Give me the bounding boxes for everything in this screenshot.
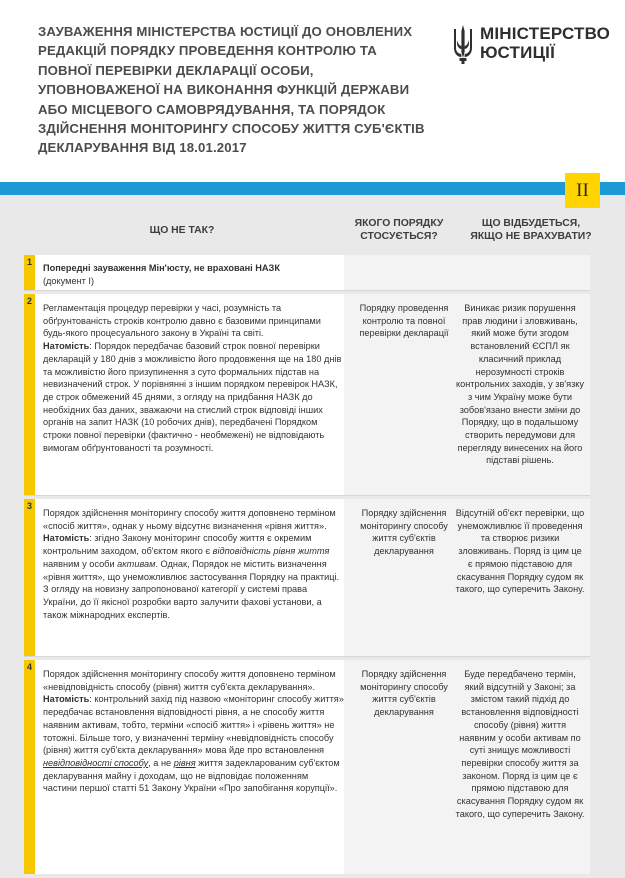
row-problem-text: Порядок здійснення моніторингу способу життя доповнено терміном «спосіб життя», однак у ньому відсутнє визначення «рівня життя». (43, 508, 336, 531)
row-order-cell: Порядку здійснення моніторингу способу життя суб'єктів декларування (360, 508, 448, 557)
column-header-problem: ЩО НЕ ТАК? (149, 225, 215, 236)
document-header (0, 0, 625, 182)
table-row (24, 499, 590, 657)
row-instead-text (43, 532, 344, 621)
instead-body-a: : контрольний захід під назвою «моніторинг способу життя» передбачає встановлення відповідності рівня, а не способу життя наявним активам, тобто, терміни «спосіб життя» і «рівень життя» не тотожні. Більше того, у визначенні терміну «невідповідність способу (рівня) життя суб'єкта декларування» мова йде про встановлення (43, 694, 344, 756)
column-header-order-line2: СТОСУЄТЬСЯ? (360, 231, 438, 242)
instead-body-b: наявним у особи (43, 558, 118, 569)
row-consequence-cell: Відсутній об'єкт перевірки, що унеможливлює її проведення та створює ризики зловживань. Поряд із цим це є прямою підставою для скасування Порядку судом як такого, що суперечить Закону. (455, 508, 585, 595)
row-problem-cell (43, 668, 344, 795)
column-header-consequence (456, 217, 606, 243)
row-order-cell: Порядку проведення контролю та повної перевірки декларації (359, 303, 449, 339)
row-subtitle: (документ І) (43, 275, 95, 286)
tryzub-icon (452, 24, 474, 64)
row-title: Попередні зауваження Мін'юсту, не враховані НАЗК (43, 263, 280, 273)
row-number: 2 (24, 294, 35, 495)
row-instead-text (43, 693, 344, 795)
instead-label: Натомість (43, 341, 90, 352)
row-problem-text: Порядок здійснення моніторингу способу життя доповнено терміном «невідповідність способу (рівня) життя суб'єкта декларування». (43, 669, 336, 692)
row-shade-consequence (453, 255, 590, 290)
row-number: 3 (24, 499, 35, 656)
section-badge: II (565, 173, 600, 208)
ministry-logo (452, 24, 612, 68)
instead-body: : Порядок передбачає базовий строк повної перевірки декларацій у 180 днів з можливістю його продовження ще на 180 днів та можливістю його призупинення з суто формальних підстав на невизначений строк. У порівнянні з іншим порядком перевірок НАЗК, де строк обмежений 45 днями, з огляду на придбання НАЗК до необхідних баз даних, зважаючи на стислий строк відповіді інших органів на запит НАЗК (10 робочих днів), передбачені Порядком строки повної перевірки (фактично - необмежені) не відповідають вимогам обґрунтованості та розумності. (43, 341, 342, 453)
row-number: 4 (24, 660, 35, 874)
row-order-cell: Порядку здійснення моніторингу способу життя суб'єктів декларування (360, 669, 448, 718)
row-problem-cell (43, 507, 344, 621)
document-title: ЗАУВАЖЕННЯ МІНІСТЕРСТВА ЮСТИЦІЇ ДО ОНОВЛЕНИХ РЕДАКЦІЙ ПОРЯДКУ ПРОВЕДЕННЯ КОНТРОЛЮ ТА ПОВНОЇ ПЕРЕВІРКИ ДЕКЛАРАЦІЇ ОСОБИ, УПОВНОВАЖЕНОЇ НА ВИКОНАННЯ ФУНКЦІЙ ДЕРЖАВИ АБО МІСЦЕВОГО САМОВРЯДУВАННЯ, ТА ПОРЯДОК ЗДІЙСНЕННЯ МОНІТОРИНГУ СПОСОБУ ЖИТТЯ СУБ'ЄКТІВ ДЕКЛАРУВАННЯ ВІД 18.01.2017 (38, 24, 425, 156)
instead-label: Натомість (43, 694, 90, 705)
row-consequence-cell: Буде передбачено термін, який відсутній у Законі; за змістом такий підхід до встановлення відповідності способу (рівня) життя наявним у особи активам по суті знищує можливості перевірки способу життя за законом. Поряд із цим це є прямою підставою для скасування Порядку судом як такого, що суперечить Закону. (455, 669, 585, 819)
table-row (24, 255, 590, 291)
row-problem-cell (43, 302, 344, 454)
logo-wordmark (480, 24, 610, 62)
instead-emphasis-b: активам (117, 558, 156, 569)
instead-body-a: : згідно Закону моніторинг способу життя є окремим контрольним заходом, об'єктом якого є (43, 533, 312, 557)
accent-band (0, 182, 625, 195)
table-row (24, 294, 590, 496)
logo-line-2: ЮСТИЦІЇ (480, 43, 555, 62)
row-problem-cell (43, 262, 344, 287)
column-header-order-line1: ЯКОГО ПОРЯДКУ (354, 218, 444, 229)
row-consequence-cell: Виникає ризик порушення прав людини і зловживань, який може бути згодом встановлений ЄСПЛ як класичний приклад нерозумності строків контрольних заходів, у зв'язку з чим Україну може бути зобов'язано внести зміни до Порядку, що в подальшому створить передумови для перегляду винесених на його підставі рішень. (455, 303, 585, 466)
column-header-consequence-line1: ЩО ВІДБУДЕТЬСЯ, (481, 218, 581, 229)
row-shade-order (344, 255, 453, 290)
row-problem-text: Регламентація процедур перевірки у часі, розумність та обґрунтованість строків контролю давно є базовими принципами будь-якого процесуального закону в Україні та світі. (43, 303, 321, 339)
instead-emphasis-a: невідповідності способу (43, 757, 149, 768)
instead-label: Натомість (43, 533, 90, 544)
row-number: 1 (24, 255, 35, 290)
logo-line-1: МІНІСТЕРСТВО (480, 24, 611, 43)
remarks-table (0, 195, 625, 878)
table-row (24, 660, 590, 874)
instead-body-c: . Однак, Порядок не містить визначення «рівня життя», що унеможливлює застосування Порядку на практиці. З огляду на новизну запропонованої категорії у системі права України, до її якісної розробки варто залучити фахові установи, а також міжнародних експертів. (43, 558, 340, 620)
instead-emphasis-a: відповідність рівня життя (212, 546, 330, 557)
column-header-consequence-line2: ЯКЩО НЕ ВРАХУВАТИ? (470, 231, 592, 242)
column-header-order (344, 217, 454, 243)
instead-body-b: , а не (148, 757, 174, 768)
instead-body-c: життя задекларованим суб'єктом декларування майну і доходам, що не відповідає положенням частини першої статті 51 Закону України «Про запобігання корупції». (43, 757, 340, 794)
instead-emphasis-b: рівня (173, 757, 196, 768)
row-instead-text (43, 340, 344, 454)
